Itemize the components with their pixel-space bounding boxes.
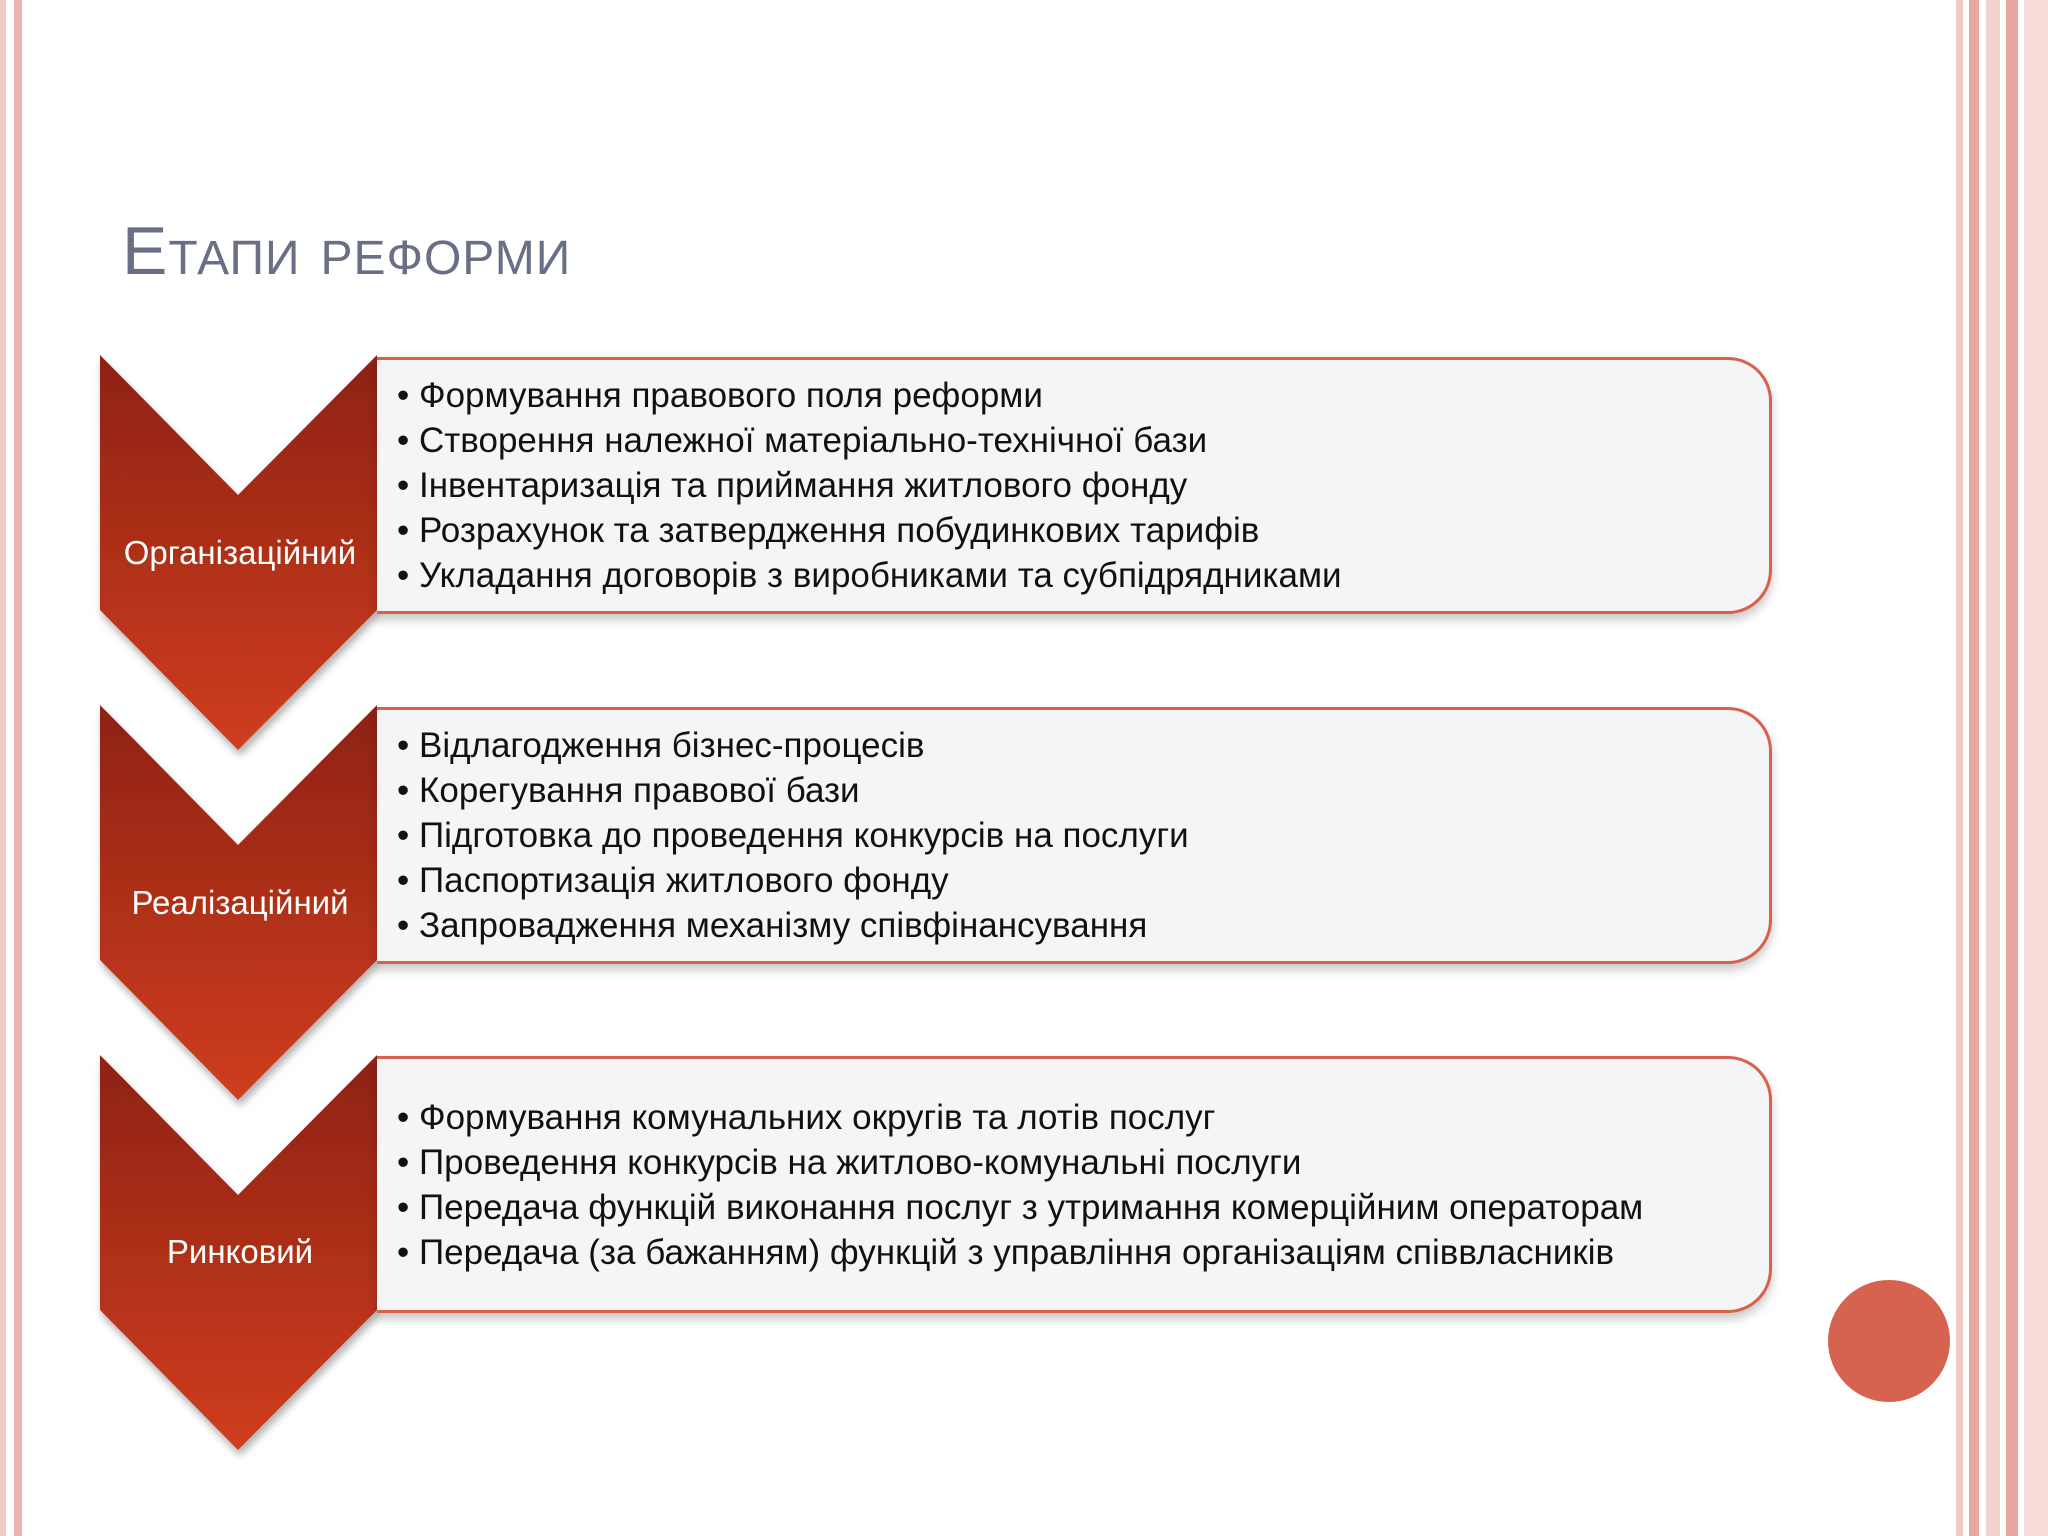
list-item: • Проведення конкурсів на житлово-комунальні послуги [397, 1140, 1769, 1185]
stage-3-list [397, 1095, 1769, 1275]
stage-1-list [397, 373, 1769, 598]
stage-label-3: Ринковий [166, 1233, 314, 1270]
list-item: • Передача функцій виконання послуг з утримання комерційним операторам [397, 1185, 1769, 1230]
slide-title: Етапи реформи [122, 213, 572, 289]
list-item: • Створення належної матеріально-технічної бази [397, 418, 1769, 463]
stage-label-1: Організаційний [123, 534, 357, 571]
list-item: • Запровадження механізму співфінансування [397, 903, 1769, 948]
list-item: • Паспортизація житлового фонду [397, 858, 1769, 903]
stage-box-1 [377, 357, 1772, 614]
decorative-circle [1828, 1280, 1950, 1402]
list-item: • Відлагодження бізнес-процесів [397, 723, 1769, 768]
list-item: • Розрахунок та затвердження побудинкових тарифів [397, 508, 1769, 553]
list-item: • Формування комунальних округів та лотів послуг [397, 1095, 1769, 1140]
stage-label-2: Реалізаційний [131, 884, 349, 921]
stage-box-3 [377, 1056, 1772, 1313]
stage-box-2 [377, 707, 1772, 964]
list-item: • Підготовка до проведення конкурсів на послуги [397, 813, 1769, 858]
list-item: • Передача (за бажанням) функцій з управління організаціям співвласників [397, 1230, 1769, 1275]
list-item: • Укладання договорів з виробниками та субпідрядниками [397, 553, 1769, 598]
list-item: • Інвентаризація та приймання житлового фонду [397, 463, 1769, 508]
stage-2-list [397, 723, 1769, 948]
list-item: • Корегування правової бази [397, 768, 1769, 813]
list-item: • Формування правового поля реформи [397, 373, 1769, 418]
